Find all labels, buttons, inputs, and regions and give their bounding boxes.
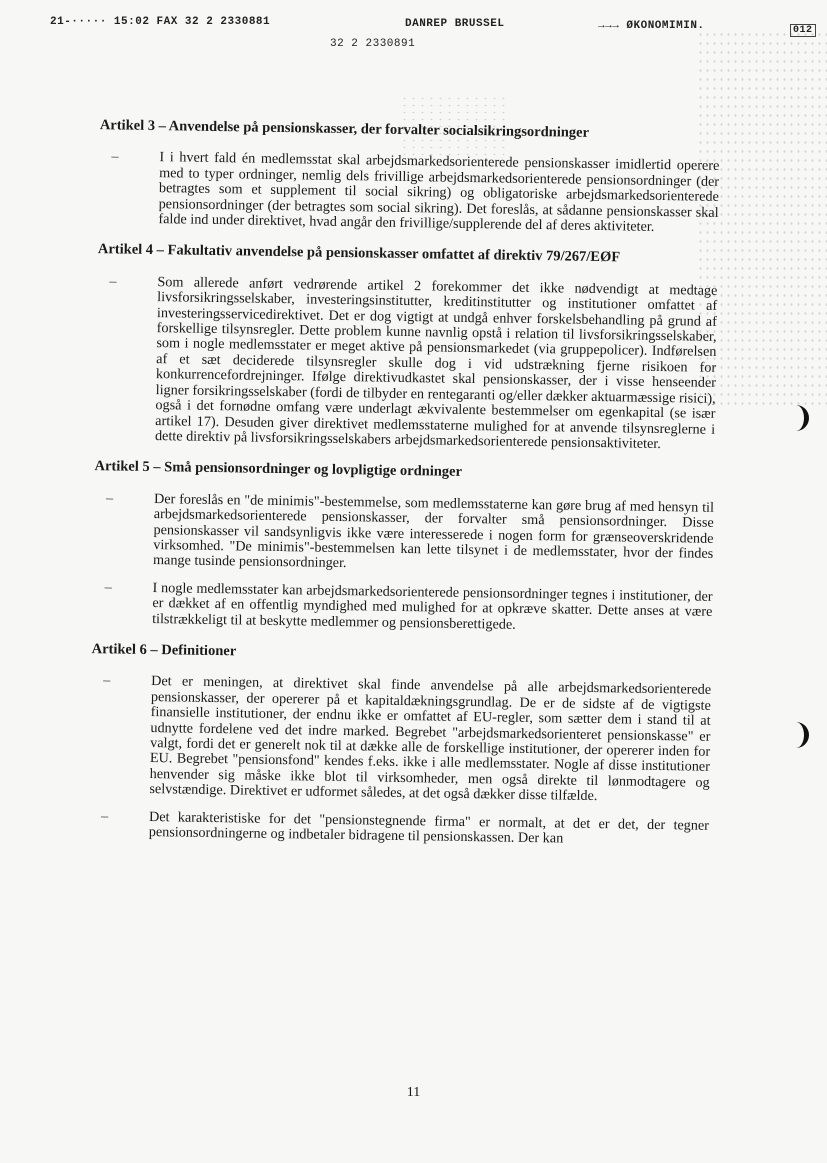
paragraph-text: I i hvert fald én medlemsstat skal arbejdsmarkedsorienterede pensionskasser imidlertid operere med to typer ordninger, nemlig dels frivillige arbejdsmarkedsorienterede pensionsordninger (der betragtes som et supplement til social sikring) og obligatoriske arbejdsmarkedsorienterede pensionsordninger (der betragtes som social sikring). Det foreslås, at sådanne pensionskasser skal falde ind under direktivet, hvad angår den frivillige/supplerende del af deres aktiviteter. [158,149,720,235]
article-heading: Artikel 3 – Anvendelse på pensionskasser, der forvalter socialsikringsordninger [99,117,590,141]
article-heading: Artikel 4 – Fakultativ anvendelse på pensionskasser omfattet af direktiv 79/267/EØF [97,241,621,266]
bullet-dash: – [103,672,111,689]
paragraph [88,149,719,236]
paragraph-text: Der foreslås en "de minimis"-bestemmelse, som medlemsstaterne kan gøre brug af med hensyn til arbejdsmarkedsorienterede pensionskasser, der forvalter små pensionsordninger. Disse pensionskasser vil sandsynligvis ikke være interesserede i nogen form for grænseoverskridende virksomhed. "De minimis"-bestemmelsen kan lette tilsynet i de medlemsstater, hvor der findes mange tusinde pensionsordninger. [152,490,715,572]
paragraph-text: Det karakteristiske for det "pensionstegnende firma" er normalt, at det er det, der tegner pensionsordningerne og indbetaler bidragene til pensionskassen. Der kan [148,808,710,847]
bullet-dash: – [105,490,114,507]
article-section [85,242,718,453]
fax-number-line: 32 2 2330891 [330,38,416,50]
article-section [82,459,715,636]
article-heading: Artikel 6 – Definitioner [91,641,237,660]
paragraph-text: Det er meningen, at direktivet skal finde anvendelse på alle arbejdsmarkedsorienterede pensionskasser, der opererer på et kapitaldækningsgrundlag. De er de sidste af de vigtigste finansielle institutioner, der endnu ikke er omfattet af EU-regler, som sætter dem i stand til at udnytte fordelene ved det indre marked. Begrebet "arbejdsmarkedsorienteret pensionskasse" er valgt, fordi det er generelt nok til at dække alle de forskellige institutioner, der opererer inden for EU. Begrebet "pensionsfond" kendes f.eks. ikke i alle medlemsstater. Nogle af disse institutioner henvender sig måske ikke blot til virksomheder, men også direkte til lønmodtagere og selvstændige. Direktivet er udformet således, at det også dækker disse tilfælde. [149,673,712,805]
paragraph [83,491,714,578]
fax-sender: DANREP BRUSSEL [405,18,505,30]
article-heading: Artikel 5 – Små pensionsordninger og lovpligtige ordninger [94,458,463,481]
paragraph [85,274,718,453]
article-section [79,642,712,849]
page-number: 11 [406,1085,421,1100]
bullet-dash: – [109,273,117,290]
punch-hole-mark [792,722,809,748]
document-body [78,118,720,865]
fax-recipient: →→→ ØKONOMIMIN. [598,20,705,32]
fax-transmission-line: 21-····· 15:02 FAX 32 2 2330881 [50,16,271,28]
paragraph [82,580,713,636]
paragraph [79,673,711,806]
fax-page-counter: 012 [790,24,816,37]
bullet-dash: – [100,807,109,824]
bullet-dash: – [111,148,119,165]
article-section [88,118,720,236]
paragraph-text: Som allerede anført vedrørende artikel 2 forekommer det ikke nødvendigt at medtage livsforsikringsselskaber, investeringsinstitutter, kreditinstitutter og institutioner omfattet af investeringsservicedirektivet. Det er dog vigtigt at undgå enhver forskelsbehandling på grund af forskellige tilsynsregler. Dette problem kunne navnlig opstå i relation til livsforsikringsselskaber, som i nogle medlemsstater er meget aktive på pensionsmarkedet (via gruppepolicer). Indførelsen af et sæt deciderede tilsynsregler skulle dog i vid udstrækning fjerne risikoen for konkurrencefordrejninger. Ifølge direktivudkastet skal pensionskasser, der i visse henseender ligner forsikringsselskaber (fordi de tilbyder en rentegaranti og/eller dækker aktuarmæssige risici), også i det fornødne omfang være underlagt ækvivalente bestemmelser om egenkapital (se især artikel 17). Desuden giver direktivet medlemsstaterne mulighed for at anvende tilsynsreglerne i dette direktiv på livsforsikringsselskabers arbejdsmarkedsorienterede pensionsaktiviteter. [154,273,718,452]
bullet-dash: – [104,579,112,596]
paragraph [79,809,709,850]
paragraph-text: I nogle medlemsstater kan arbejdsmarkedsorienterede pensionsordninger tegnes i institutioner, der er dækket af en offentlig myndighed med mulighed for at opkræve skatter. Dette anses at være tilstrækkeligt til at beskytte medlemmer og pensionsberettigede. [152,579,713,633]
